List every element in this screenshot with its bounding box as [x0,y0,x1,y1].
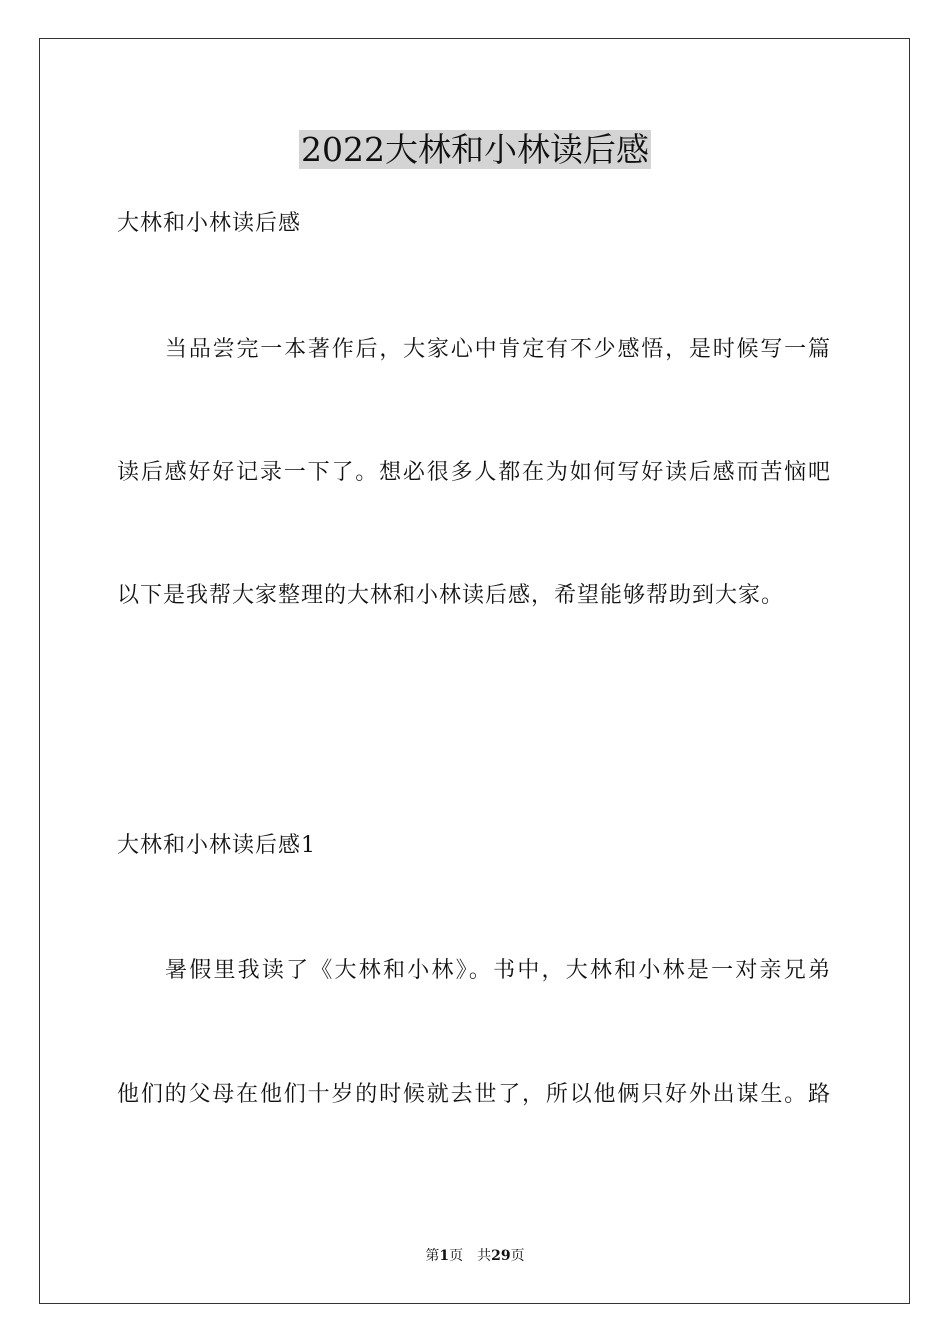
footer-label-post: 页 [510,1248,525,1264]
footer-page-current: 1 [439,1248,450,1264]
document-subtitle: 大林和小林读后感 [117,211,302,236]
footer-page-total: 29 [491,1248,511,1264]
document-title [0,128,950,172]
section-line-2: 他们的父母在他们十岁的时候就去世了，所以他俩只好外出谋生。路 [117,1082,831,1107]
intro-line-2: 读后感好好记录一下了。想必很多人都在为如何写好读后感而苦恼吧 [117,460,831,485]
page-footer [0,1246,950,1266]
footer-label-pre: 第 [425,1248,440,1264]
intro-line-1: 当品尝完一本著作后，大家心中肯定有不少感悟，是时候写一篇 [165,337,831,362]
intro-line-3: 以下是我帮大家整理的大林和小林读后感，希望能够帮助到大家。 [117,583,785,608]
document-title-text: 2022大林和小林读后感 [301,130,649,169]
footer-label-mid: 页 共 [449,1248,492,1264]
section-line-1: 暑假里我读了《大林和小林》。书中，大林和小林是一对亲兄弟 [165,958,831,983]
section-heading: 大林和小林读后感1 [117,833,316,858]
